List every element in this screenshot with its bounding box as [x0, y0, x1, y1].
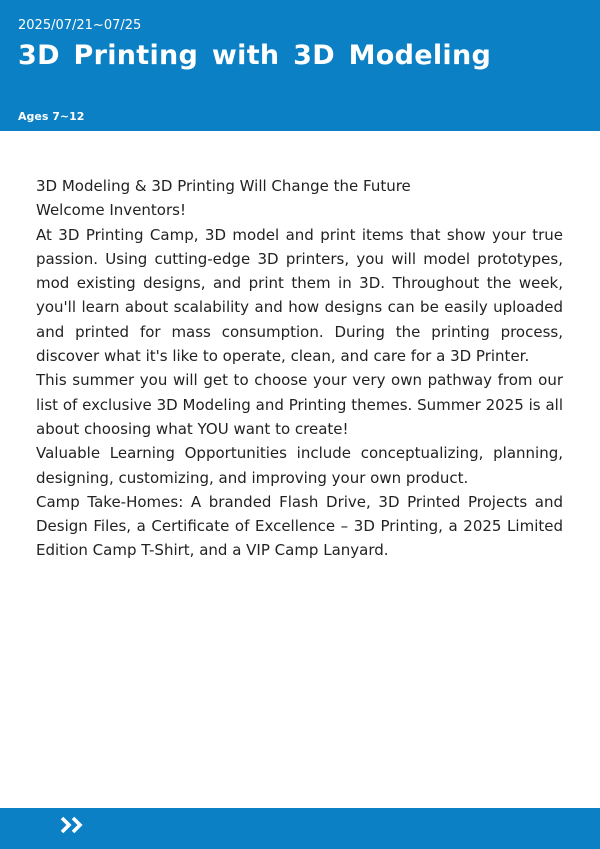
tagline: 3D Modeling & 3D Printing Will Change the Future	[36, 177, 411, 195]
greeting: Welcome Inventors!	[36, 201, 186, 220]
learning-paragraph: Valuable Learning Opportunities include conceptualizing, planning, designing, customizing, and improving your own product.	[36, 444, 563, 487]
header-banner	[0, 0, 600, 131]
camp-description	[36, 174, 563, 563]
themes-paragraph: This summer you will get to choose your very own pathway from our list of exclusive 3D Modeling and Printing themes. Summer 2025 is all about choosing what YOU want to create!	[36, 371, 563, 438]
date-range: 2025/07/21~07/25	[18, 18, 142, 33]
double-chevron-right-icon	[60, 816, 86, 834]
intro-paragraph: At 3D Printing Camp, 3D model and print items that show your true passion. Using cutting-edge 3D printers, you will model prototypes, mod existing designs, and print them in 3D. Throughout the week, you'll learn about scalability and how designs can be easily uploaded and printed for mass consumption. During the printing process, discover what it's like to operate, clean, and care for a 3D Printer.	[36, 225, 563, 366]
page-title: 3D Printing with 3D Modeling	[18, 40, 492, 71]
take-homes-paragraph: Camp Take-Homes: A branded Flash Drive, 3D Printed Projects and Design Files, a Certificate of Excellence – 3D Printing, a 2025 Limited Edition Camp T-Shirt, and a VIP Camp Lanyard.	[36, 492, 563, 560]
age-range: Ages 7~12	[18, 110, 85, 123]
footer-bar	[0, 808, 600, 849]
